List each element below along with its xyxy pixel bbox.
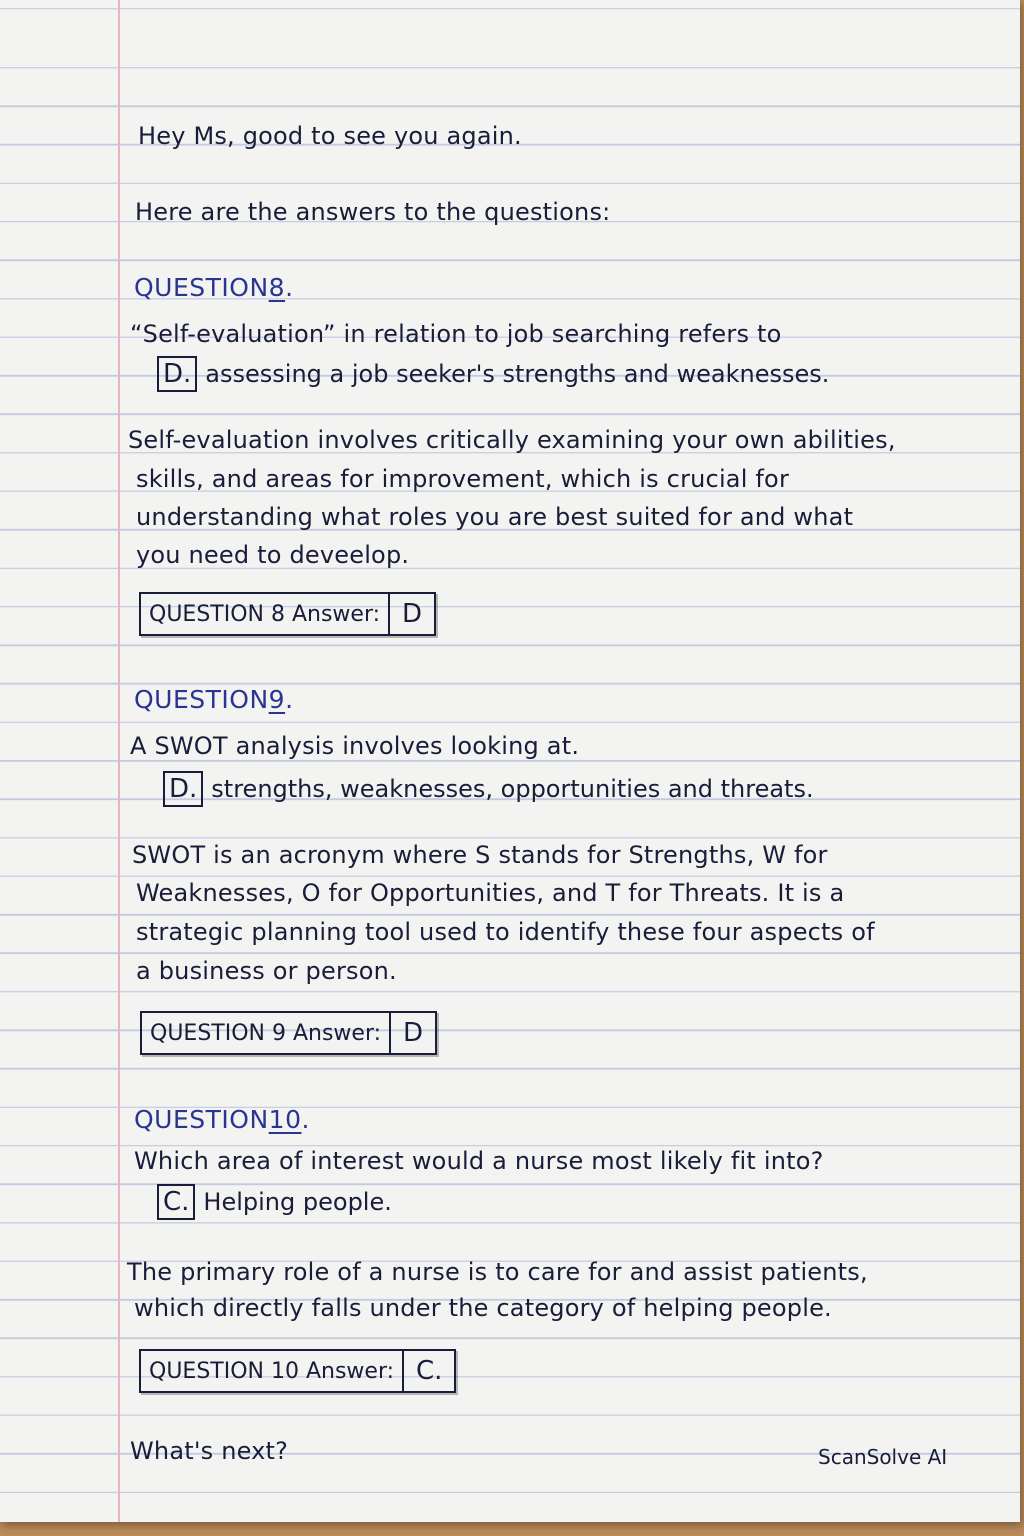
question-8-explanation-line: skills, and areas for improvement, which is crucial for xyxy=(136,465,790,493)
question-8-prompt: “Self-evaluation” in relation to job searching refers to xyxy=(130,320,782,348)
question-9-choice xyxy=(163,771,814,807)
question-8-heading xyxy=(134,273,294,302)
question-8-answer-box xyxy=(139,592,436,636)
choice-text: strengths, weaknesses, opportunities and threats. xyxy=(211,775,814,803)
question-heading-prefix: QUESTION xyxy=(134,1105,269,1134)
question-10-explanation-line: which directly falls under the category of helping people. xyxy=(134,1294,832,1322)
question-9-explanation-line: a business or person. xyxy=(136,957,397,985)
question-8-choice xyxy=(157,356,829,392)
brand-signature: ScanSolve AI xyxy=(818,1445,948,1469)
question-heading-prefix: QUESTION xyxy=(134,273,269,302)
question-10-heading xyxy=(134,1105,310,1134)
question-10-prompt: Which area of interest would a nurse most likely fit into? xyxy=(134,1147,824,1175)
question-9-explanation-line: Weaknesses, O for Opportunities, and T for Threats. It is a xyxy=(136,879,845,907)
answer-label: QUESTION 10 Answer: xyxy=(149,1358,395,1384)
question-10-choice xyxy=(157,1184,392,1220)
question-10-answer-box xyxy=(139,1349,456,1393)
question-9-prompt: A SWOT analysis involves looking at. xyxy=(130,732,580,760)
intro-text: Here are the answers to the questions: xyxy=(135,198,611,226)
choice-letter-box: C. xyxy=(157,1184,195,1220)
question-9-answer-box xyxy=(140,1011,437,1055)
question-9-explanation-line: strategic planning tool used to identify these four aspects of xyxy=(136,918,875,946)
question-9-heading xyxy=(134,685,294,714)
choice-letter-box: D. xyxy=(157,356,197,392)
margin-line xyxy=(118,0,120,1522)
question-heading-suffix: . xyxy=(285,273,294,302)
answer-value: C. xyxy=(402,1351,454,1391)
answer-label: QUESTION 8 Answer: xyxy=(149,601,381,627)
answer-value: D xyxy=(388,594,434,634)
question-heading-suffix: . xyxy=(285,685,294,714)
question-heading-number: 9 xyxy=(268,685,286,714)
choice-text: Helping people. xyxy=(203,1188,392,1216)
question-8-explanation-line: you need to deveelop. xyxy=(136,541,410,569)
choice-text: assessing a job seeker's strengths and weaknesses. xyxy=(205,360,830,388)
question-heading-number: 8 xyxy=(268,273,286,302)
question-8-explanation-line: Self-evaluation involves critically examining your own abilities, xyxy=(128,426,896,454)
answer-label: QUESTION 9 Answer: xyxy=(150,1020,382,1046)
answer-value: D xyxy=(389,1013,435,1053)
greeting-text: Hey Ms, good to see you again. xyxy=(138,122,522,150)
question-10-explanation-line: The primary role of a nurse is to care for and assist patients, xyxy=(127,1258,868,1286)
question-9-explanation-line: SWOT is an acronym where S stands for Strengths, W for xyxy=(132,841,828,869)
choice-letter-box: D. xyxy=(163,771,203,807)
question-8-explanation-line: understanding what roles you are best suited for and what xyxy=(136,503,854,531)
question-heading-suffix: . xyxy=(301,1105,310,1134)
question-heading-prefix: QUESTION xyxy=(134,685,269,714)
closing-text: What's next? xyxy=(130,1437,289,1465)
question-heading-number: 10 xyxy=(268,1105,302,1134)
